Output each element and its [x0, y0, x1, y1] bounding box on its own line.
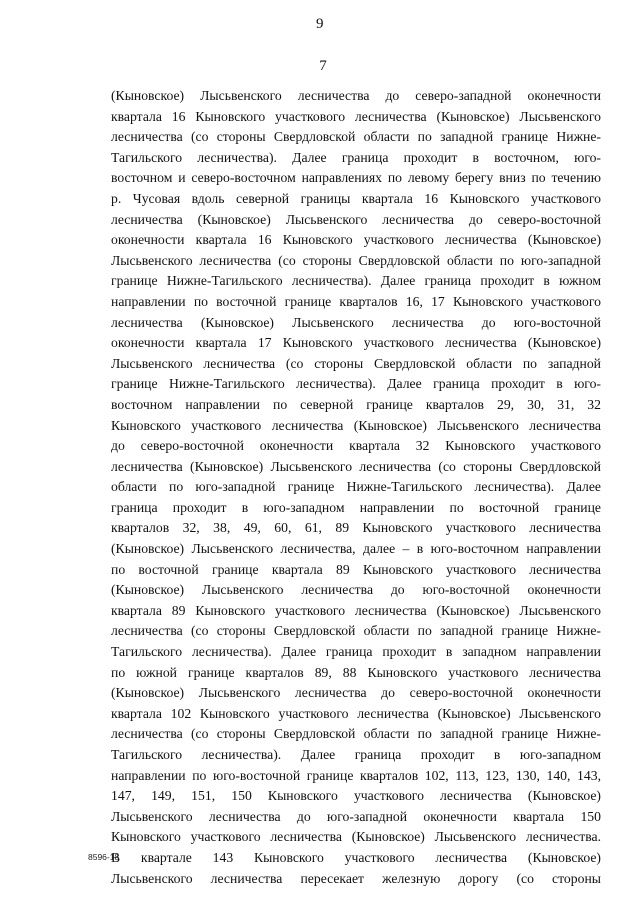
text-line: Тагильского лесничества). Далее граница проходит в юго-западном [111, 747, 601, 762]
text-line: (Кыновское) Лысьвенского лесничества до северо-западной оконечности [111, 88, 601, 103]
text-line: квартала 102 Кыновского участкового лесничества (Кыновское) Лысьвенского [111, 705, 601, 721]
text-line: до северо-восточной оконечности квартала 32 Кыновского участкового [111, 438, 601, 454]
text-line: р. Чусовая вдоль северной границы квартала 16 Кыновского участкового [111, 190, 601, 206]
document-body [111, 86, 601, 889]
text-line: границе Нижне-Тагильского лесничества). Далее граница проходит в южном [111, 273, 601, 289]
text-line: направлении по юго-восточной границе кварталов 102, 113, 123, 130, 140, 143, [111, 767, 601, 783]
text-line: В квартале 143 Кыновского участкового лесничества (Кыновское) [111, 849, 601, 865]
text-line: (Кыновское) Лысьвенского лесничества до юго-восточной оконечности [111, 582, 601, 598]
page-number-outer: 9 [316, 16, 324, 32]
text-line: лесничества (со стороны Свердловской области по западной границе Нижне- [111, 623, 601, 639]
text-line: лесничества (Кыновское) Лысьвенского лесничества до северо-восточной [111, 211, 601, 227]
text-line: границе Нижне-Тагильского лесничества). Далее граница проходит в юго- [111, 376, 601, 392]
text-line: (Кыновское) Лысьвенского лесничества до северо-восточной оконечности [111, 685, 601, 701]
text-line: лесничества (со стороны Свердловской области по западной границе Нижне- [111, 129, 601, 145]
text-line: оконечности квартала 16 Кыновского участкового лесничества (Кыновское) [111, 232, 601, 248]
text-line: граница проходит в юго-западном направлении по восточной границе [111, 499, 601, 515]
text-line: лесничества (Кыновское) Лысьвенского лесничества до юго-восточной [111, 314, 601, 330]
text-line: по южной границе кварталов 89, 88 Кыновского участкового лесничества [111, 664, 601, 680]
text-line: квартала 89 Кыновского участкового лесничества (Кыновское) Лысьвенского [111, 602, 601, 618]
text-line: лесничества (со стороны Свердловской области по западной границе Нижне- [111, 726, 601, 742]
text-line: направлении по восточной границе кварталов 16, 17 Кыновского участкового [111, 293, 601, 309]
text-line: Кыновского участкового лесничества (Кыновское) Лысьвенского лесничества [111, 417, 601, 433]
text-line: (Кыновское) Лысьвенского лесничества, далее – в юго-восточном направлении [111, 541, 601, 557]
text-line: 147, 149, 151, 150 Кыновского участкового лесничества (Кыновское) [111, 788, 601, 804]
text-line: восточном и северо-восточном направлениях по левому берегу вниз по течению [111, 170, 601, 186]
text-line: Лысьвенского лесничества до юго-западной оконечности квартала 150 [111, 808, 601, 824]
text-line: Тагильского лесничества). Далее граница проходит в западном направлении [111, 644, 601, 660]
text-line: области по юго-западной границе Нижне-Тагильского лесничества). Далее [111, 479, 601, 495]
text-line: Лысьвенского лесничества (со стороны Свердловской области по юго-западной [111, 252, 601, 268]
page-number-inner: 7 [319, 58, 327, 74]
text-line: восточном направлении по северной границе кварталов 29, 30, 31, 32 [111, 396, 601, 412]
text-line: Лысьвенского лесничества (со стороны Свердловской области по западной [111, 355, 601, 371]
text-line: оконечности квартала 17 Кыновского участкового лесничества (Кыновское) [111, 335, 601, 351]
text-line: Лысьвенского лесничества пересекает железную дорогу (со стороны [111, 870, 601, 886]
document-code: 8596-18 [88, 852, 120, 862]
text-line: лесничества (Кыновское) Лысьвенского лесничества (со стороны Свердловской [111, 458, 601, 474]
text-line: квартала 16 Кыновского участкового лесничества (Кыновское) Лысьвенского [111, 108, 601, 124]
text-line: кварталов 32, 38, 49, 60, 61, 89 Кыновского участкового лесничества [111, 520, 601, 536]
text-line: по восточной границе квартала 89 Кыновского участкового лесничества [111, 561, 601, 577]
text-line: Тагильского лесничества). Далее граница проходит в восточном, юго- [111, 149, 601, 165]
text-line: Кыновского участкового лесничества (Кыновское) Лысьвенского лесничества. [111, 829, 601, 845]
